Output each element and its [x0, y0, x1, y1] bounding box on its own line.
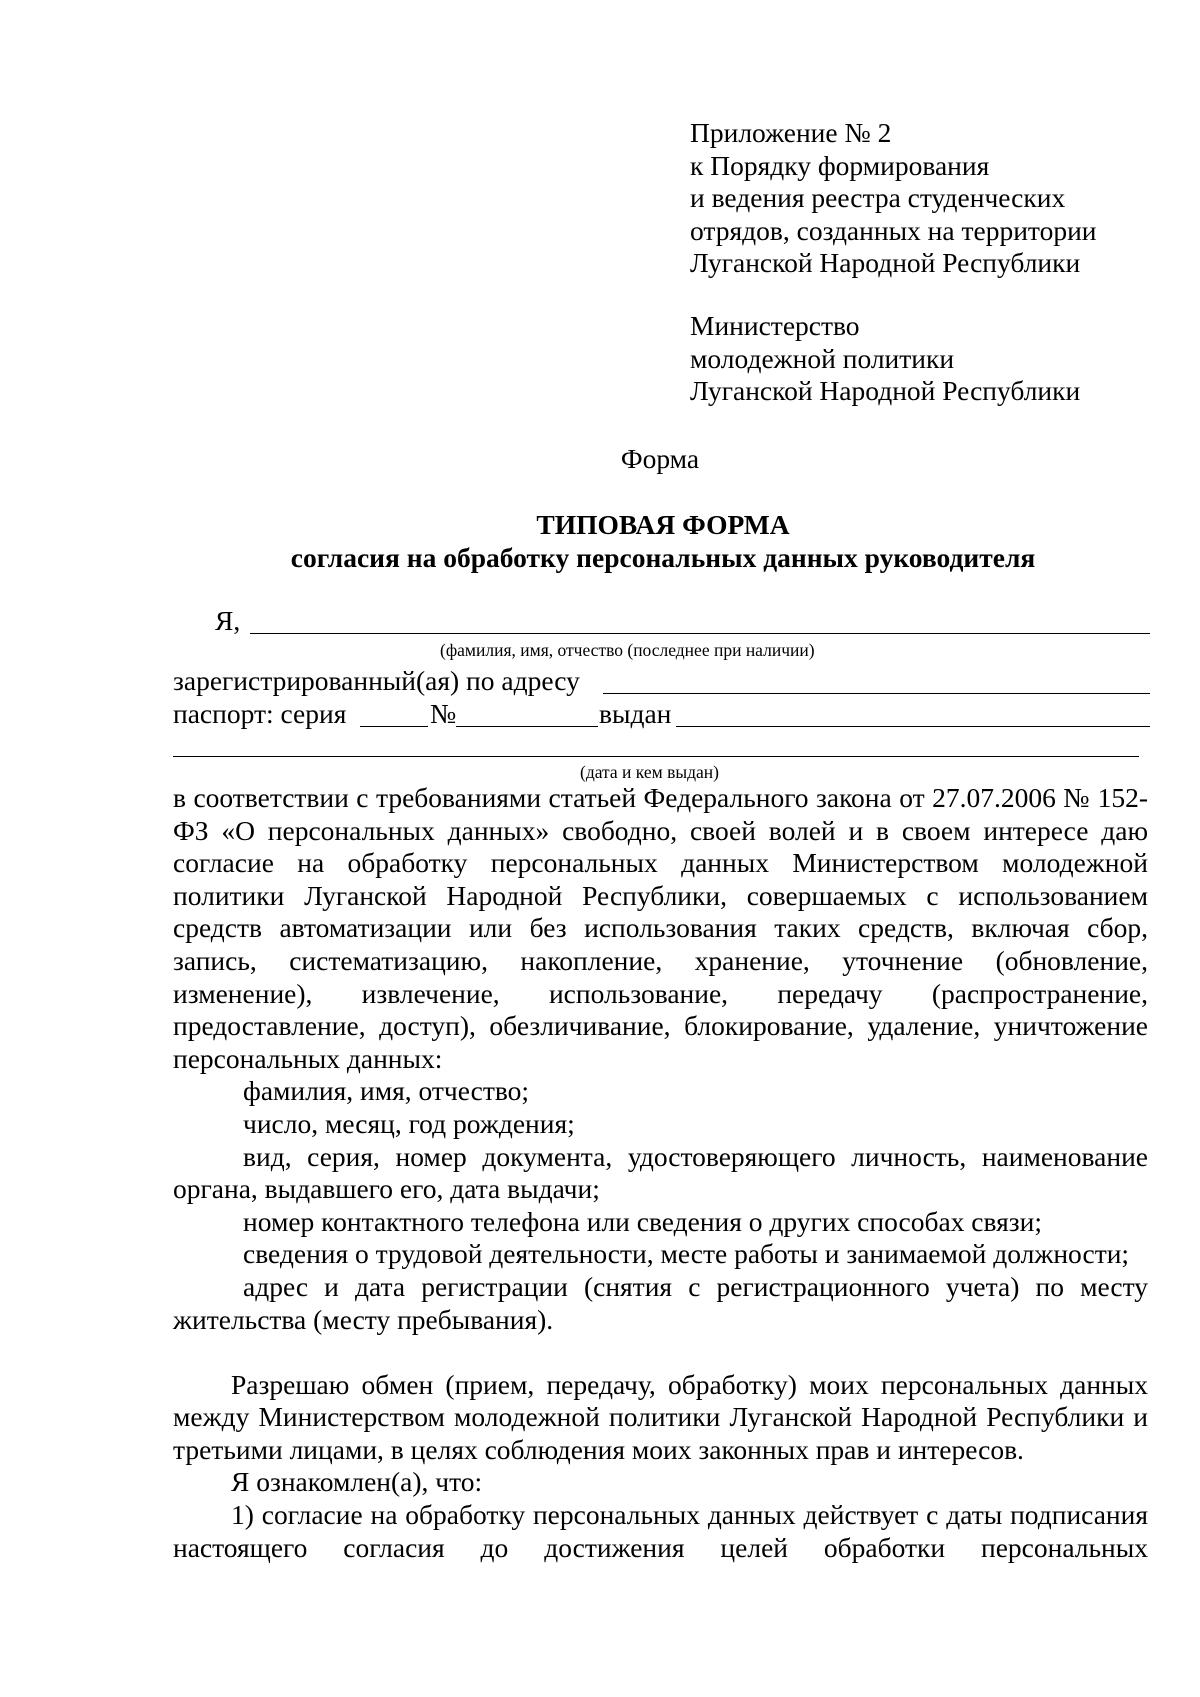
- issued-label: выдан: [599, 698, 672, 729]
- annex-line: и ведения реестра студенческих: [690, 182, 1066, 213]
- data-item: вид, серия, номер документа, удостоверяющего личность, наименование органа, выдавшего его, дата выдачи;: [173, 1140, 1148, 1205]
- paragraph-gap: [173, 1336, 1148, 1369]
- data-item: адрес и дата регистрации (снятия с регистрационного учета) по месту жительства (месту пребывания).: [173, 1270, 1148, 1335]
- data-item: фамилия, имя, отчество;: [243, 1075, 530, 1107]
- data-item: число, месяц, год рождения;: [243, 1107, 575, 1139]
- acquainted-line: Я ознакомлен(а), что:: [231, 1466, 483, 1498]
- address-field[interactable]: [603, 693, 1150, 694]
- title-line-2: согласия на обработку персональных данных руководителя: [290, 542, 1036, 573]
- issued-caption: (дата и кем выдан): [580, 762, 719, 782]
- annex-line: Приложение № 2: [690, 117, 892, 148]
- annex-line: отрядов, созданных на территории: [690, 214, 1097, 246]
- document-title: [0, 508, 1200, 574]
- data-item: сведения о трудовой деятельности, месте работы и занимаемой должности;: [243, 1238, 1130, 1270]
- fio-field[interactable]: [250, 633, 1150, 634]
- addressee-ministry: [690, 310, 1080, 408]
- point-1-paragraph: 1) согласие на обработку персональных данных действует с даты подписания настоящего согласия до достижения целей обработки персональных: [173, 1499, 1148, 1563]
- annex-line: к Порядку формирования: [690, 149, 990, 181]
- intro-paragraph: в соответствии с требованиями статьей Федерального закона от 27.07.2006 № 152-ФЗ «О персональных данных» свободно, своей волей и в своем интересе даю согласие на обработку персональных данных Министерством молодежной политики Луганской Народной Республики, совершаемых с использованием средств автоматизации или без использования таких средств, включая сбор, запись, систематизацию, накопление, хранение, уточнение (обновление, изменение), извлечение, использование, передачу (распространение, предоставление, доступ), обезличивание, блокирование, удаление, уничтожение персональных данных:: [173, 782, 1148, 1074]
- passport-number-field[interactable]: [456, 726, 598, 727]
- ya-label: Я,: [215, 605, 241, 636]
- ministry-line: Министерство: [690, 310, 860, 341]
- consent-body: [173, 782, 1148, 1564]
- data-item: номер контактного телефона или сведения о других способах связи;: [243, 1205, 1042, 1237]
- annex-reference: [690, 117, 1097, 280]
- passport-number-label: №: [430, 698, 457, 729]
- title-line-1: ТИПОВАЯ ФОРМА: [536, 509, 790, 540]
- address-label: зарегистрированный(ая) по адресу: [173, 665, 580, 696]
- permission-paragraph: Разрешаю обмен (прием, передачу, обработку) моих персональных данных между Министерством молодежной политики Луганской Народной Республики и третьими лицами, в целях соблюдения моих законных прав и интересов.: [173, 1368, 1148, 1465]
- ministry-line: Луганской Народной Республики: [690, 375, 1081, 406]
- passport-series-field[interactable]: [360, 726, 428, 727]
- ministry-line: молодежной политики: [690, 342, 955, 374]
- issued-details-field[interactable]: [173, 756, 1139, 757]
- fio-caption: (фамилия, имя, отчество (последнее при наличии): [440, 640, 815, 660]
- issued-field[interactable]: [676, 726, 1150, 727]
- annex-line: Луганской Народной Республики: [690, 247, 1081, 278]
- form-label: Форма: [620, 443, 700, 474]
- passport-series-label: паспорт: серия: [173, 698, 347, 729]
